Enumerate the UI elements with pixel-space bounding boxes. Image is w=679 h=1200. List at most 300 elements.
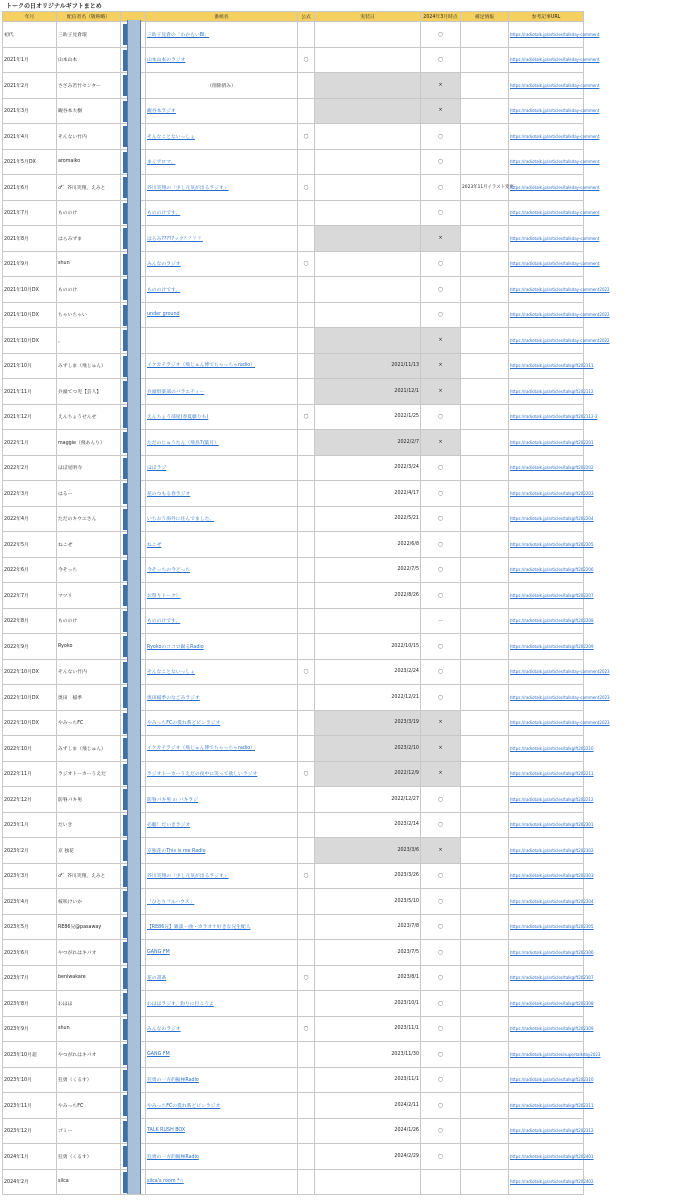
article-link[interactable]: https://radiotalk.jp/articles/talkgift202111 bbox=[510, 363, 594, 369]
note-cell bbox=[461, 455, 509, 481]
release-date-cell: 2022/12/27 bbox=[315, 787, 421, 813]
program-link[interactable]: 奥田稲季のなごみラジオ bbox=[147, 695, 200, 701]
program-link[interactable]: みんなのラジオ bbox=[147, 262, 181, 268]
url-cell bbox=[509, 1169, 594, 1195]
host-cell: 観谷本大樹 bbox=[57, 98, 121, 124]
article-link[interactable]: https://radiotalk.jp/articles/talkday-comment bbox=[510, 108, 600, 114]
url-cell bbox=[509, 940, 594, 966]
month-cell: 2024年2月 bbox=[3, 1169, 57, 1195]
month-cell: 初代 bbox=[3, 22, 57, 48]
column-header: 配信者名（敬称略） bbox=[57, 12, 121, 22]
table-row bbox=[3, 965, 677, 991]
official-cell bbox=[298, 226, 315, 252]
article-link[interactable]: https://radiotalk.jp/articles/talkgift202308 bbox=[510, 1000, 594, 1006]
month-cell: 2023年5月 bbox=[3, 914, 57, 940]
program-link[interactable]: そんなことないっしょ bbox=[147, 134, 195, 140]
month-cell: 2023年11月 bbox=[3, 1093, 57, 1119]
program-link[interactable]: もののけです。 bbox=[147, 619, 181, 625]
month-cell: 2022年10月DX bbox=[3, 685, 57, 711]
program-link[interactable]: もののけです。 bbox=[147, 211, 181, 217]
table-row bbox=[3, 455, 677, 481]
table-row bbox=[3, 124, 677, 150]
host-cell: RE86兄@pasaway bbox=[57, 914, 121, 940]
status-cell: 〇 bbox=[421, 787, 461, 813]
program-link[interactable]: ただのじゅうたん（飛鳥7/葉月） bbox=[147, 440, 219, 446]
month-cell: 2021年10月DX bbox=[3, 328, 57, 354]
article-link[interactable]: https://radiotalk.jp/articles/talkgift202201 bbox=[510, 439, 594, 445]
table-row bbox=[3, 226, 677, 252]
release-date-cell: 2022/2/7 bbox=[315, 430, 421, 456]
program-link[interactable]: ほぼラジ bbox=[147, 466, 167, 472]
official-cell bbox=[298, 1042, 315, 1068]
official-cell: 〇 bbox=[298, 965, 315, 991]
program-link[interactable]: Ryokoのココロ踊るRadio bbox=[147, 644, 204, 650]
article-link[interactable]: https://radiotalk.jp/articles/talkday-comment2023 bbox=[510, 669, 610, 675]
table-row bbox=[3, 1067, 677, 1093]
table-row bbox=[3, 532, 677, 558]
note-cell bbox=[461, 1093, 509, 1119]
article-link[interactable]: https://radiotalk.jp/articles/talkgift202207 bbox=[510, 592, 594, 598]
table-row bbox=[3, 634, 677, 660]
url-cell bbox=[509, 889, 594, 915]
program-link[interactable]: 芥川笑翔の「少し元気が出るラジオ」 bbox=[147, 185, 229, 191]
program-cell bbox=[146, 685, 298, 711]
note-cell bbox=[461, 506, 509, 532]
table-row bbox=[3, 659, 677, 685]
article-link[interactable]: https://radiotalk.jp/articles/talkgift202203 bbox=[510, 490, 594, 496]
program-link[interactable]: 狂勇の一方的擬極Radio bbox=[147, 1154, 199, 1160]
official-cell: 〇 bbox=[298, 404, 315, 430]
url-cell bbox=[509, 175, 600, 201]
release-date-cell bbox=[315, 175, 421, 201]
status-cell: 〇 bbox=[421, 812, 461, 838]
status-cell: 〇 bbox=[421, 481, 461, 507]
column-header: 公式 bbox=[298, 12, 315, 22]
url-cell bbox=[509, 991, 594, 1017]
article-link[interactable]: https://radiotalk.jp/articles/supertalkday2023 bbox=[510, 1051, 601, 1057]
article-link[interactable]: https://radiotalk.jp/articles/talkgift202212 bbox=[510, 796, 594, 802]
article-link[interactable]: https://radiotalk.jp/articles/talkgift202307 bbox=[510, 975, 594, 981]
program-link[interactable]: 兵頭倶楽部のバラエティー bbox=[147, 389, 205, 395]
official-cell bbox=[298, 1067, 315, 1093]
release-date-cell: 2023/2/10 bbox=[315, 736, 421, 762]
status-cell: × bbox=[421, 761, 461, 787]
month-cell: 2023年1月 bbox=[3, 812, 57, 838]
program-link[interactable]: 観谷本ラジオ bbox=[147, 109, 176, 115]
release-date-cell: 2022/8/26 bbox=[315, 583, 421, 609]
host-cell: もののけ bbox=[57, 277, 121, 303]
note-cell bbox=[461, 710, 509, 736]
program-link[interactable]: 狂勇の一方的擬極Radio bbox=[147, 1078, 199, 1084]
month-cell: 2022年1月 bbox=[3, 430, 57, 456]
program-cell bbox=[146, 98, 298, 124]
program-link[interactable]: ラジオトーカーうえだの夜中に笑って欲しいラジオ bbox=[147, 772, 258, 778]
host-cell: もののけ bbox=[57, 608, 121, 634]
table-row bbox=[3, 251, 677, 277]
status-cell: × bbox=[421, 226, 461, 252]
url-cell bbox=[509, 404, 598, 430]
note-cell bbox=[461, 47, 509, 73]
note-cell bbox=[461, 1118, 509, 1144]
release-date-cell: 2021/11/13 bbox=[315, 353, 421, 379]
host-cell: ちゃいちゃい bbox=[57, 302, 121, 328]
official-cell: 〇 bbox=[298, 175, 315, 201]
url-cell bbox=[509, 1144, 594, 1170]
official-cell bbox=[298, 506, 315, 532]
official-cell bbox=[298, 73, 315, 99]
program-link[interactable]: もののけです。 bbox=[147, 287, 181, 293]
url-cell bbox=[509, 710, 610, 736]
host-cell: はるー bbox=[57, 481, 121, 507]
table-row bbox=[3, 608, 677, 634]
month-cell: 2023年2月 bbox=[3, 838, 57, 864]
official-cell bbox=[298, 1093, 315, 1119]
program-cell bbox=[146, 149, 298, 175]
host-cell: 。 bbox=[57, 328, 121, 354]
program-link[interactable]: 花の書斎 bbox=[147, 976, 167, 982]
program-link[interactable]: そんなことないっしょ bbox=[147, 670, 195, 676]
table-row bbox=[3, 1169, 677, 1195]
article-link[interactable]: https://radiotalk.jp/articles/talkgift202206 bbox=[510, 567, 594, 573]
program-link[interactable]: 花のつもる春ラジオ bbox=[147, 491, 191, 497]
program-cell bbox=[146, 1144, 298, 1170]
column-header: 番組名 bbox=[146, 12, 298, 22]
url-cell bbox=[509, 812, 594, 838]
status-cell: 〇 bbox=[421, 124, 461, 150]
article-link[interactable]: https://radiotalk.jp/articles/talkgift202304 bbox=[510, 898, 594, 904]
url-cell bbox=[509, 506, 594, 532]
url-cell bbox=[509, 1042, 601, 1068]
official-cell bbox=[298, 583, 315, 609]
program-link[interactable]: 「ひとりフルハウス」 bbox=[147, 899, 195, 905]
note-cell bbox=[461, 226, 509, 252]
month-cell: 2022年2月 bbox=[3, 455, 57, 481]
note-cell bbox=[461, 583, 509, 609]
release-date-cell: 2023/5/10 bbox=[315, 889, 421, 915]
month-cell: 2021年9月 bbox=[3, 251, 57, 277]
host-cell: だいき bbox=[57, 812, 121, 838]
article-link[interactable]: https://radiotalk.jp/articles/talkgift202303 bbox=[510, 873, 594, 879]
host-cell: ほぼ星明寺 bbox=[57, 455, 121, 481]
note-cell bbox=[461, 761, 509, 787]
program-link[interactable]: えんちょう部屋(春夏藤りも) bbox=[147, 415, 209, 421]
official-cell bbox=[298, 532, 315, 558]
host-cell: 三助子見倉環 bbox=[57, 22, 121, 48]
program-cell bbox=[146, 1118, 298, 1144]
release-date-cell: 2022/10/15 bbox=[315, 634, 421, 660]
status-cell: 〇 bbox=[421, 863, 461, 889]
note-cell bbox=[461, 659, 509, 685]
official-cell bbox=[298, 353, 315, 379]
month-cell: 2022年10月DX bbox=[3, 710, 57, 736]
program-link[interactable]: 必聴！だいきラジオ bbox=[147, 823, 191, 829]
month-cell: 2021年1月 bbox=[3, 47, 57, 73]
article-link[interactable]: https://radiotalk.jp/articles/talkgift202301 bbox=[510, 822, 594, 828]
program-link[interactable]: under ground bbox=[147, 312, 180, 318]
host-cell: maggie（飛あんり） bbox=[57, 430, 121, 456]
status-cell: × bbox=[421, 430, 461, 456]
article-link[interactable]: https://radiotalk.jp/articles/talkday-comment bbox=[510, 82, 600, 88]
month-cell: 2022年10月 bbox=[3, 736, 57, 762]
article-link[interactable]: https://radiotalk.jp/articles/talkday-comment2022 bbox=[510, 337, 610, 343]
host-cell: わほほ bbox=[57, 991, 121, 1017]
month-cell: 2023年10月 bbox=[3, 1067, 57, 1093]
url-cell bbox=[509, 608, 594, 634]
article-link[interactable]: https://radiotalk.jp/articles/talkday-comment2022 bbox=[510, 312, 610, 318]
note-cell bbox=[461, 328, 509, 354]
official-cell bbox=[298, 277, 315, 303]
status-cell: × bbox=[421, 98, 461, 124]
url-cell bbox=[509, 200, 600, 226]
article-link[interactable]: https://radiotalk.jp/articles/talkgift202309 bbox=[510, 1026, 594, 1032]
url-cell bbox=[509, 838, 594, 864]
article-link[interactable]: https://radiotalk.jp/articles/talkgift202112 bbox=[510, 388, 594, 394]
host-cell: 奥田 稲季 bbox=[57, 685, 121, 711]
table-row bbox=[3, 22, 677, 48]
month-cell: 2021年10月DX bbox=[3, 302, 57, 328]
program-cell bbox=[146, 175, 298, 201]
official-cell bbox=[298, 98, 315, 124]
release-date-cell: 2024/2/11 bbox=[315, 1093, 421, 1119]
official-cell: 〇 bbox=[298, 124, 315, 150]
url-cell bbox=[509, 1118, 594, 1144]
release-date-cell bbox=[315, 22, 421, 48]
table-row bbox=[3, 557, 677, 583]
note-cell bbox=[461, 1169, 509, 1195]
table-row bbox=[3, 940, 677, 966]
host-cell: マツリ bbox=[57, 583, 121, 609]
official-cell bbox=[298, 149, 315, 175]
article-link[interactable]: https://radiotalk.jp/articles/talkgift202402 bbox=[510, 1179, 594, 1185]
host-cell: やつがれはキパオ bbox=[57, 1042, 121, 1068]
program-link[interactable]: 京独花のThis is me Radio bbox=[147, 848, 206, 854]
program-link[interactable]: やみっちFCの慌れ系どピンラジオ bbox=[147, 1103, 221, 1109]
article-link[interactable]: https://radiotalk.jp/articles/talkday-comment2023 bbox=[510, 694, 610, 700]
note-cell bbox=[461, 736, 509, 762]
url-cell bbox=[509, 22, 600, 48]
release-date-cell: 2023/10/1 bbox=[315, 991, 421, 1017]
release-date-cell bbox=[315, 149, 421, 175]
month-cell: 2021年8月 bbox=[3, 226, 57, 252]
article-link[interactable]: https://radiotalk.jp/articles/talkgift202401 bbox=[510, 1153, 594, 1159]
url-cell bbox=[509, 302, 610, 328]
program-link[interactable]: まくアロマ。 bbox=[147, 160, 176, 166]
article-link[interactable]: https://radiotalk.jp/articles/talkday-comment bbox=[510, 184, 600, 190]
host-cell: みずしま（飛じゅん） bbox=[57, 353, 121, 379]
program-link[interactable]: GANG FM bbox=[147, 949, 170, 955]
status-cell: 〇 bbox=[421, 506, 461, 532]
article-link[interactable]: https://radiotalk.jp/articles/talkday-comment bbox=[510, 159, 600, 165]
article-link[interactable]: https://radiotalk.jp/articles/talkgift202204 bbox=[510, 516, 594, 522]
program-cell bbox=[146, 634, 298, 660]
table-row bbox=[3, 1016, 677, 1042]
program-link[interactable]: お祭りトーク！ bbox=[147, 593, 181, 599]
url-cell bbox=[509, 557, 594, 583]
note-cell bbox=[461, 149, 509, 175]
table-row bbox=[3, 889, 677, 915]
program-link[interactable]: いちおう海外に住んでました。 bbox=[147, 517, 215, 523]
host-cell: 兵頭てつ児【芸人】 bbox=[57, 379, 121, 405]
official-cell: 〇 bbox=[298, 251, 315, 277]
month-cell: 2022年5月 bbox=[3, 532, 57, 558]
program-cell bbox=[146, 812, 298, 838]
program-link[interactable]: はらみ?????ック？？？？ bbox=[147, 236, 203, 242]
program-cell bbox=[146, 940, 298, 966]
table-row bbox=[3, 175, 677, 201]
note-cell bbox=[461, 481, 509, 507]
program-link[interactable]: わほほラジオ。釣りに行こうよ bbox=[147, 1001, 214, 1007]
month-cell: 2021年6月 bbox=[3, 175, 57, 201]
url-cell bbox=[509, 379, 594, 405]
status-cell: 〇 bbox=[421, 659, 461, 685]
article-link[interactable]: https://radiotalk.jp/articles/talkday-comment bbox=[510, 133, 600, 139]
program-link[interactable]: 芥川笑翔の「少し元気が出るラジオ」 bbox=[147, 874, 229, 880]
program-cell bbox=[146, 838, 298, 864]
url-cell bbox=[509, 481, 594, 507]
note-cell bbox=[461, 404, 509, 430]
program-link[interactable]: 山本山本のラジオ bbox=[147, 58, 186, 64]
program-link[interactable]: 今そっちの今どっち bbox=[147, 568, 191, 574]
table-row bbox=[3, 710, 677, 736]
official-cell bbox=[298, 710, 315, 736]
article-link[interactable]: https://radiotalk.jp/articles/talkday-comment bbox=[510, 57, 600, 63]
program-cell bbox=[146, 353, 298, 379]
official-cell bbox=[298, 634, 315, 660]
host-cell: ゴミー bbox=[57, 1118, 121, 1144]
program-cell bbox=[146, 22, 298, 48]
official-cell bbox=[298, 302, 315, 328]
article-link[interactable]: https://radiotalk.jp/articles/talkgift202112-2 bbox=[510, 414, 598, 420]
note-cell: 2023年11月イラスト変更 bbox=[461, 175, 509, 201]
program-link[interactable]: GANG FM bbox=[147, 1051, 170, 1057]
page-title: トークの日オリジナルギフトまとめ bbox=[6, 3, 102, 10]
program-cell bbox=[146, 1016, 298, 1042]
note-cell bbox=[461, 532, 509, 558]
release-date-cell bbox=[315, 73, 421, 99]
program-link[interactable]: イケカテラジオ（飛じゅん博でちゃっちゃradio） bbox=[147, 745, 255, 751]
article-link[interactable]: https://radiotalk.jp/articles/talkgift202306 bbox=[510, 949, 594, 955]
month-cell: 2021年12月 bbox=[3, 404, 57, 430]
article-link[interactable]: https://radiotalk.jp/articles/talkday-comment2023 bbox=[510, 720, 610, 726]
release-date-cell: 2023/11/30 bbox=[315, 1042, 421, 1068]
release-date-cell: 2023/2/14 bbox=[315, 812, 421, 838]
article-link[interactable]: https://radiotalk.jp/articles/talkgift202311 bbox=[510, 1102, 594, 1108]
article-link[interactable]: https://radiotalk.jp/articles/talkday-comment bbox=[510, 261, 600, 267]
program-link[interactable]: 三助子見倉の「わからいBl」 bbox=[147, 32, 210, 38]
release-date-cell: 2023/11/1 bbox=[315, 1067, 421, 1093]
month-cell: 2023年4月 bbox=[3, 889, 57, 915]
note-cell bbox=[461, 1042, 509, 1068]
program-cell bbox=[146, 124, 298, 150]
program-cell bbox=[146, 251, 298, 277]
note-cell bbox=[461, 608, 509, 634]
program-link[interactable]: TALK RUSH BOX bbox=[147, 1128, 186, 1134]
release-date-cell bbox=[315, 302, 421, 328]
release-date-cell bbox=[315, 608, 421, 634]
table-row bbox=[3, 1118, 677, 1144]
article-link[interactable]: https://radiotalk.jp/articles/talkday-comment bbox=[510, 235, 600, 241]
status-cell: × bbox=[421, 838, 461, 864]
status-cell: × bbox=[421, 736, 461, 762]
program-cell bbox=[146, 1169, 298, 1195]
article-link[interactable]: https://radiotalk.jp/articles/talkgift202310 bbox=[510, 1077, 594, 1083]
article-link[interactable]: https://radiotalk.jp/articles/talkgift202312 bbox=[510, 1128, 594, 1134]
status-cell: 〇 bbox=[421, 1093, 461, 1119]
month-cell: 2022年4月 bbox=[3, 506, 57, 532]
month-cell: 2021年2月 bbox=[3, 73, 57, 99]
month-cell: 2022年3月 bbox=[3, 481, 57, 507]
status-cell: 〇 bbox=[421, 251, 461, 277]
official-cell bbox=[298, 430, 315, 456]
article-link[interactable]: https://radiotalk.jp/articles/talkgift202302 bbox=[510, 847, 594, 853]
article-link[interactable]: https://radiotalk.jp/articles/talkgift202205 bbox=[510, 541, 594, 547]
release-date-cell: 2023/2/24 bbox=[315, 659, 421, 685]
article-link[interactable]: https://radiotalk.jp/articles/talkgift202211 bbox=[510, 771, 594, 777]
official-cell bbox=[298, 787, 315, 813]
release-date-cell: 2023/8/1 bbox=[315, 965, 421, 991]
note-cell bbox=[461, 379, 509, 405]
column-header: 実装日 bbox=[315, 12, 421, 22]
table-row bbox=[3, 353, 677, 379]
column-header: 参考記事URL bbox=[509, 12, 584, 22]
release-date-cell bbox=[315, 277, 421, 303]
release-date-cell bbox=[315, 1169, 421, 1195]
article-link[interactable]: https://radiotalk.jp/articles/talkgift202208 bbox=[510, 618, 594, 624]
url-cell bbox=[509, 149, 600, 175]
month-cell: 2022年6月 bbox=[3, 557, 57, 583]
host-cell: 桜咲けいか bbox=[57, 889, 121, 915]
article-link[interactable]: https://radiotalk.jp/articles/talkday-comment bbox=[510, 31, 600, 37]
article-link[interactable]: https://radiotalk.jp/articles/talkgift202209 bbox=[510, 643, 594, 649]
note-cell bbox=[461, 200, 509, 226]
program-cell bbox=[146, 328, 298, 354]
article-link[interactable]: https://radiotalk.jp/articles/talkgift202305 bbox=[510, 924, 594, 930]
official-cell: 〇 bbox=[298, 761, 315, 787]
url-cell bbox=[509, 251, 600, 277]
url-cell bbox=[509, 634, 594, 660]
release-date-cell bbox=[315, 200, 421, 226]
official-cell bbox=[298, 379, 315, 405]
program-cell bbox=[146, 1042, 298, 1068]
table-row bbox=[3, 302, 677, 328]
month-cell: 2021年10月 bbox=[3, 353, 57, 379]
table-row bbox=[3, 379, 677, 405]
article-link[interactable]: https://radiotalk.jp/articles/talkgift202202 bbox=[510, 465, 594, 471]
program-link[interactable]: みんなのラジオ bbox=[147, 1027, 181, 1033]
table-row bbox=[3, 277, 677, 303]
program-link[interactable]: イケカテラジオ（飛じゅん博でちゃっちゃradio） bbox=[147, 363, 255, 369]
release-date-cell: 2023/3/26 bbox=[315, 863, 421, 889]
program-link[interactable]: やみっちFCの慌れ系どピンラジオ bbox=[147, 721, 221, 727]
article-link[interactable]: https://radiotalk.jp/articles/talkday-comment bbox=[510, 210, 600, 216]
program-link[interactable]: 【RE86兄】雑談・曲・カラオケ好きな兄生配人 bbox=[147, 925, 251, 931]
program-link[interactable]: silca's room *☆ bbox=[147, 1179, 184, 1185]
host-cell: 京 独花 bbox=[57, 838, 121, 864]
url-cell bbox=[509, 863, 594, 889]
program-link[interactable]: 防脊パキ男 の パキラジ bbox=[147, 797, 199, 803]
release-date-cell: 2023/11/1 bbox=[315, 1016, 421, 1042]
note-cell bbox=[461, 124, 509, 150]
article-link[interactable]: https://radiotalk.jp/articles/talkday-comment2022 bbox=[510, 286, 610, 292]
program-link[interactable]: ねこぜ bbox=[147, 542, 162, 548]
status-cell: × bbox=[421, 73, 461, 99]
table-row bbox=[3, 47, 677, 73]
article-link[interactable]: https://radiotalk.jp/articles/talkgift202210 bbox=[510, 745, 594, 751]
host-cell: さざみ若竹センター bbox=[57, 73, 121, 99]
url-cell bbox=[509, 736, 594, 762]
status-cell: 〇 bbox=[421, 583, 461, 609]
status-cell: 〇 bbox=[421, 1042, 461, 1068]
